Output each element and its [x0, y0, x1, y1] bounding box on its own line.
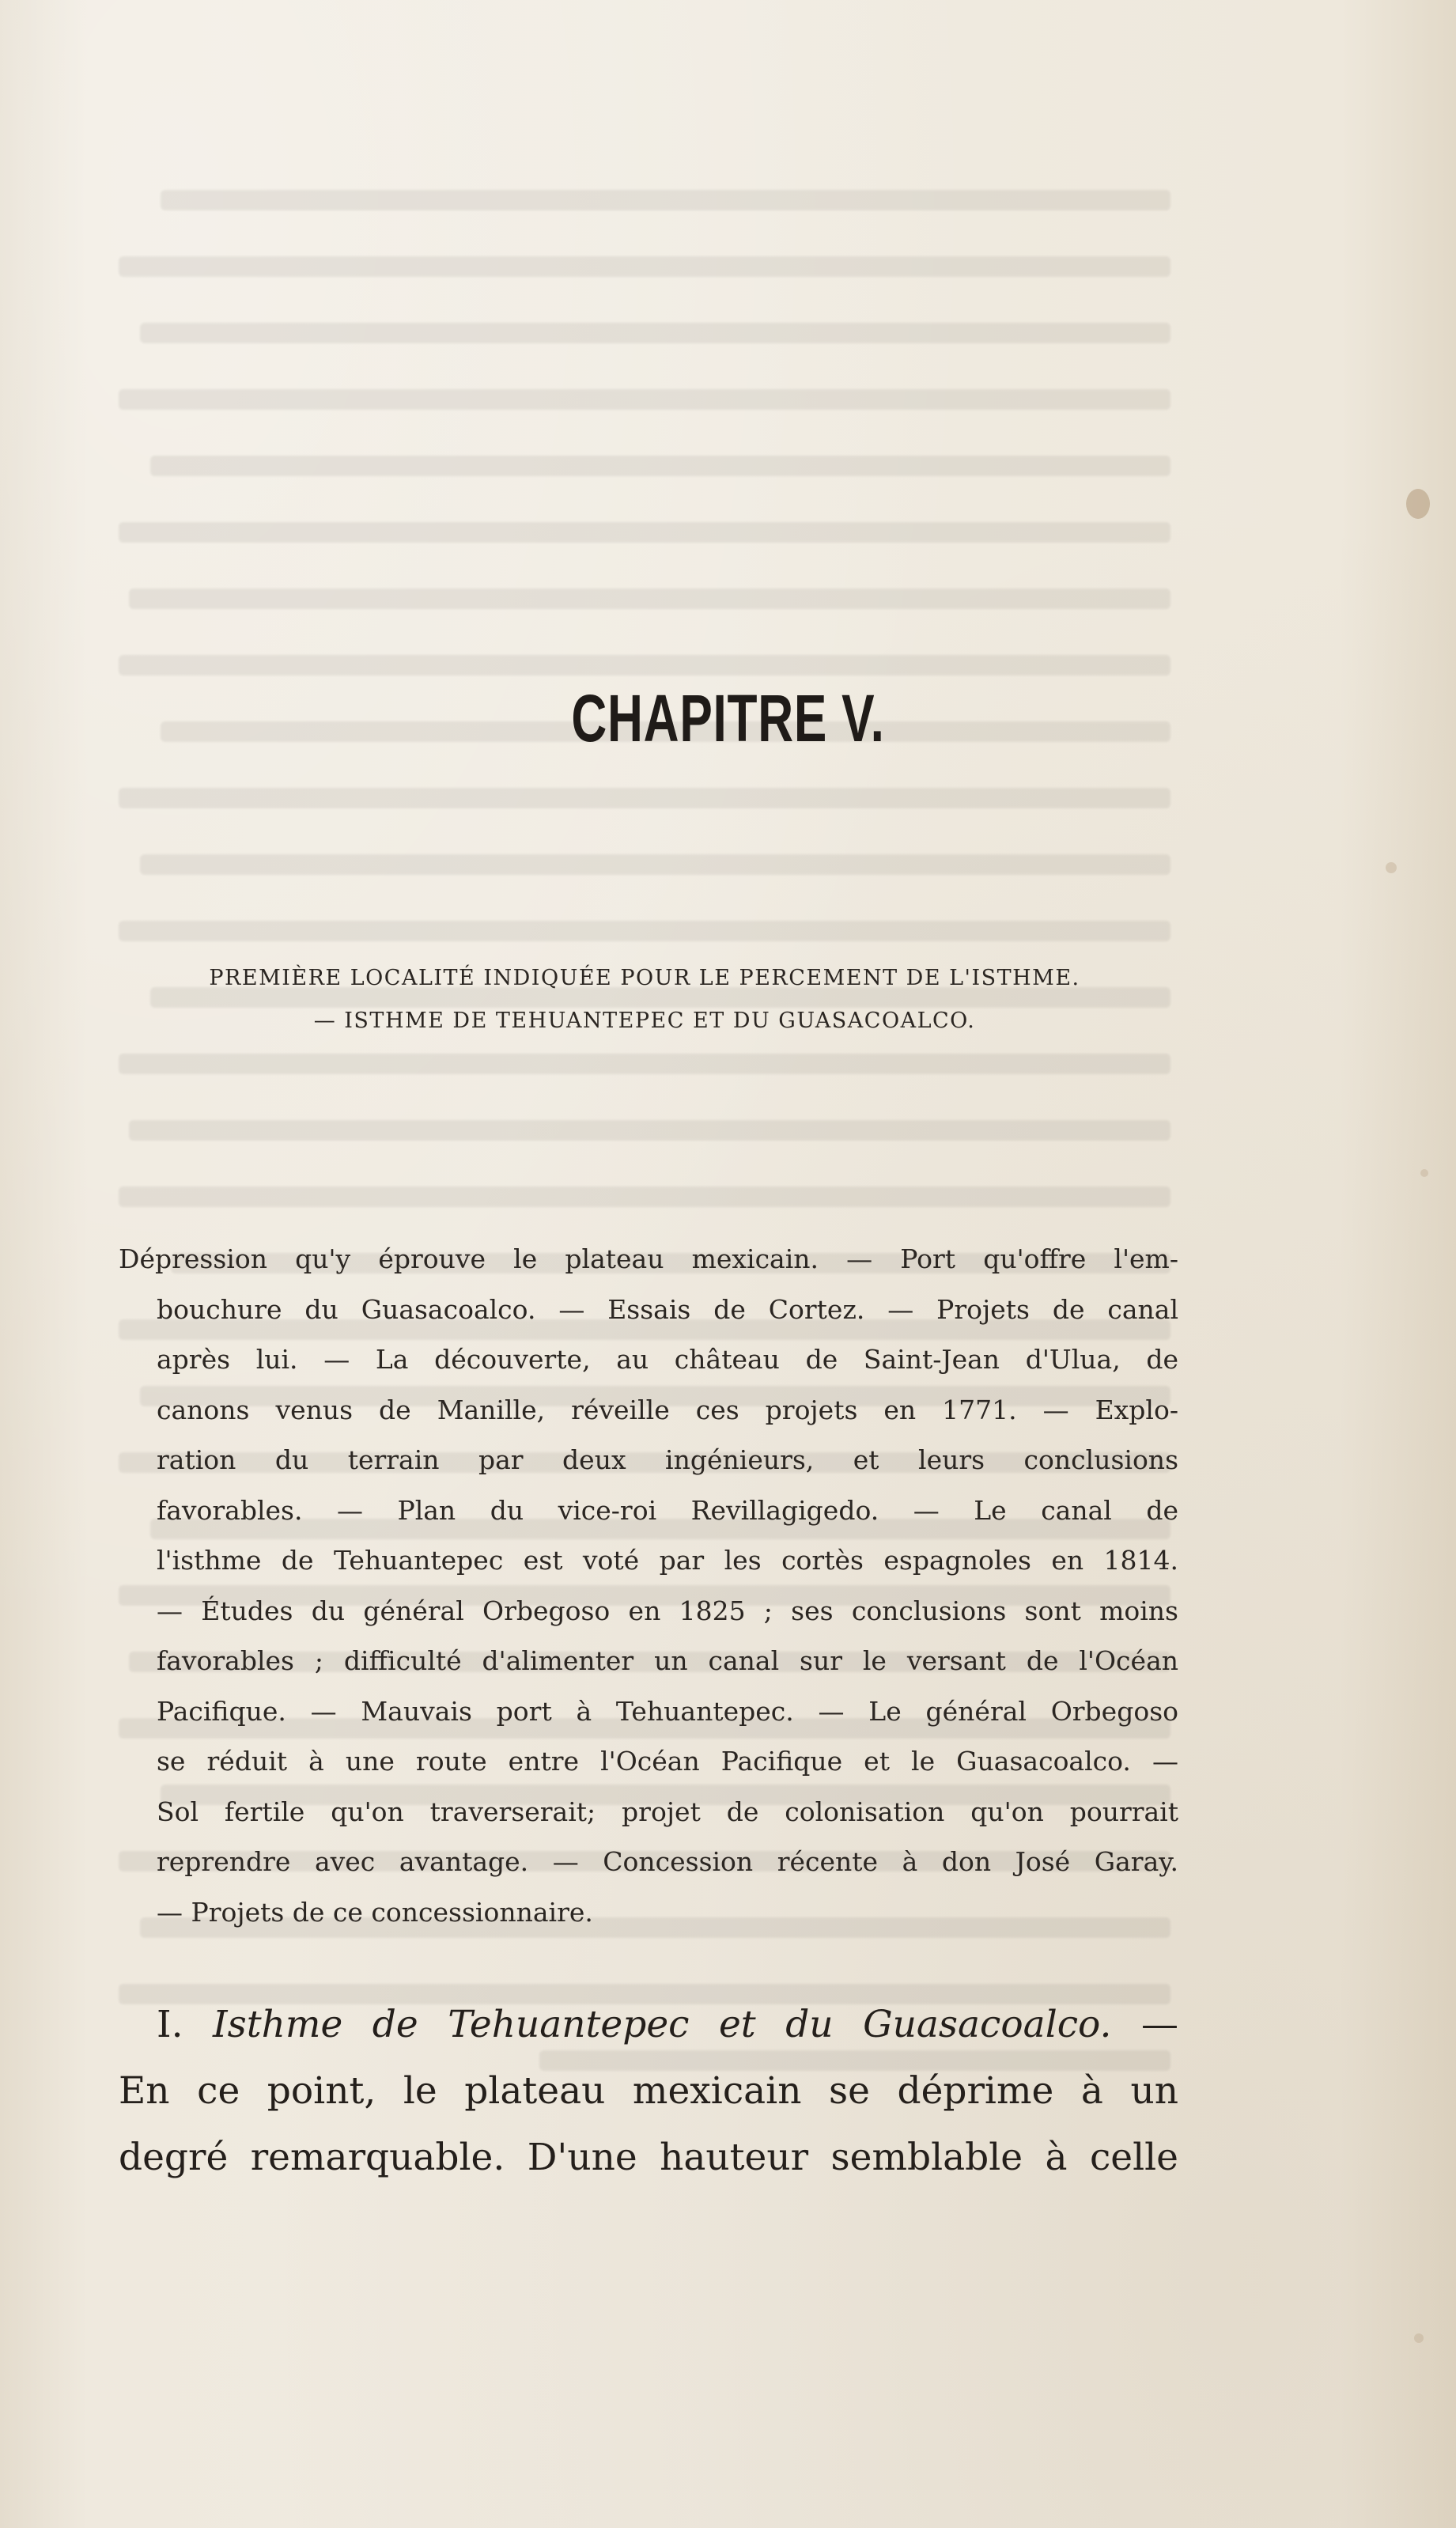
summary-line: reprendre avec avantage. — Concession récente à don José Garay. — [157, 1846, 1178, 1877]
body-line: degré remarquable. D'une hauteur semblable à celle — [119, 2136, 1178, 2179]
section-dash: — — [1141, 2003, 1178, 2046]
section-heading-line — [119, 1992, 1178, 2058]
summary-line: se réduit à une route entre l'Océan Pacifique et le Guasacoalco. — — [157, 1746, 1178, 1777]
paper-stain — [1386, 862, 1397, 873]
chapter-title: CHAPITRE V. — [571, 681, 885, 755]
summary-line: favorables. — Plan du vice-roi Revillagigedo. — Le canal de — [157, 1494, 1178, 1526]
section-title: Isthme de Tehuantepec et du Guasacoalco. — [213, 2003, 1112, 2046]
paper-stain — [1406, 489, 1430, 519]
summary-line: bouchure du Guasacoalco. — Essais de Cortez. — Projets de canal — [157, 1293, 1178, 1325]
summary-line: l'isthme de Tehuantepec est voté par les cortès espagnoles en 1814. — [157, 1545, 1178, 1576]
chapter-subtitle — [119, 957, 1170, 1043]
section-number: I. — [157, 2003, 183, 2046]
summary-line: — Études du général Orbegoso en 1825 ; ses conclusions sont moins — [157, 1595, 1178, 1626]
summary-line: Sol fertile qu'on traverserait; projet de colonisation qu'on pourrait — [157, 1796, 1178, 1827]
subtitle-line: PREMIÈRE LOCALITÉ INDIQUÉE POUR LE PERCEMENT DE L'ISTHME. — [209, 966, 1080, 990]
subtitle-line: — ISTHME DE TEHUANTEPEC ET DU GUASACOALCO. — [313, 1009, 976, 1033]
summary-line: canons venus de Manille, réveille ces projets en 1771. — Explo- — [157, 1394, 1178, 1425]
summary-line: — Projets de ce concessionnaire. — [157, 1896, 593, 1928]
summary-line: favorables ; difficulté d'alimenter un canal sur le versant de l'Océan — [157, 1645, 1178, 1676]
summary-line: ration du terrain par deux ingénieurs, et leurs conclusions — [157, 1444, 1178, 1475]
chapter-summary — [119, 1234, 1178, 1937]
paper-stain — [1414, 2333, 1424, 2343]
paper-stain — [1420, 1169, 1428, 1177]
summary-line: après lui. — La découverte, au château de Saint-Jean d'Ulua, de — [157, 1344, 1178, 1375]
summary-line: Dépression qu'y éprouve le plateau mexicain. — Port qu'offre l'em- — [119, 1243, 1178, 1274]
body-line: En ce point, le plateau mexicain se déprime à un — [119, 2069, 1178, 2113]
body-paragraph — [119, 1992, 1178, 2191]
bleed-through-text — [119, 190, 1170, 2246]
summary-line: Pacifique. — Mauvais port à Tehuantepec. — Le général Orbegoso — [157, 1695, 1178, 1727]
